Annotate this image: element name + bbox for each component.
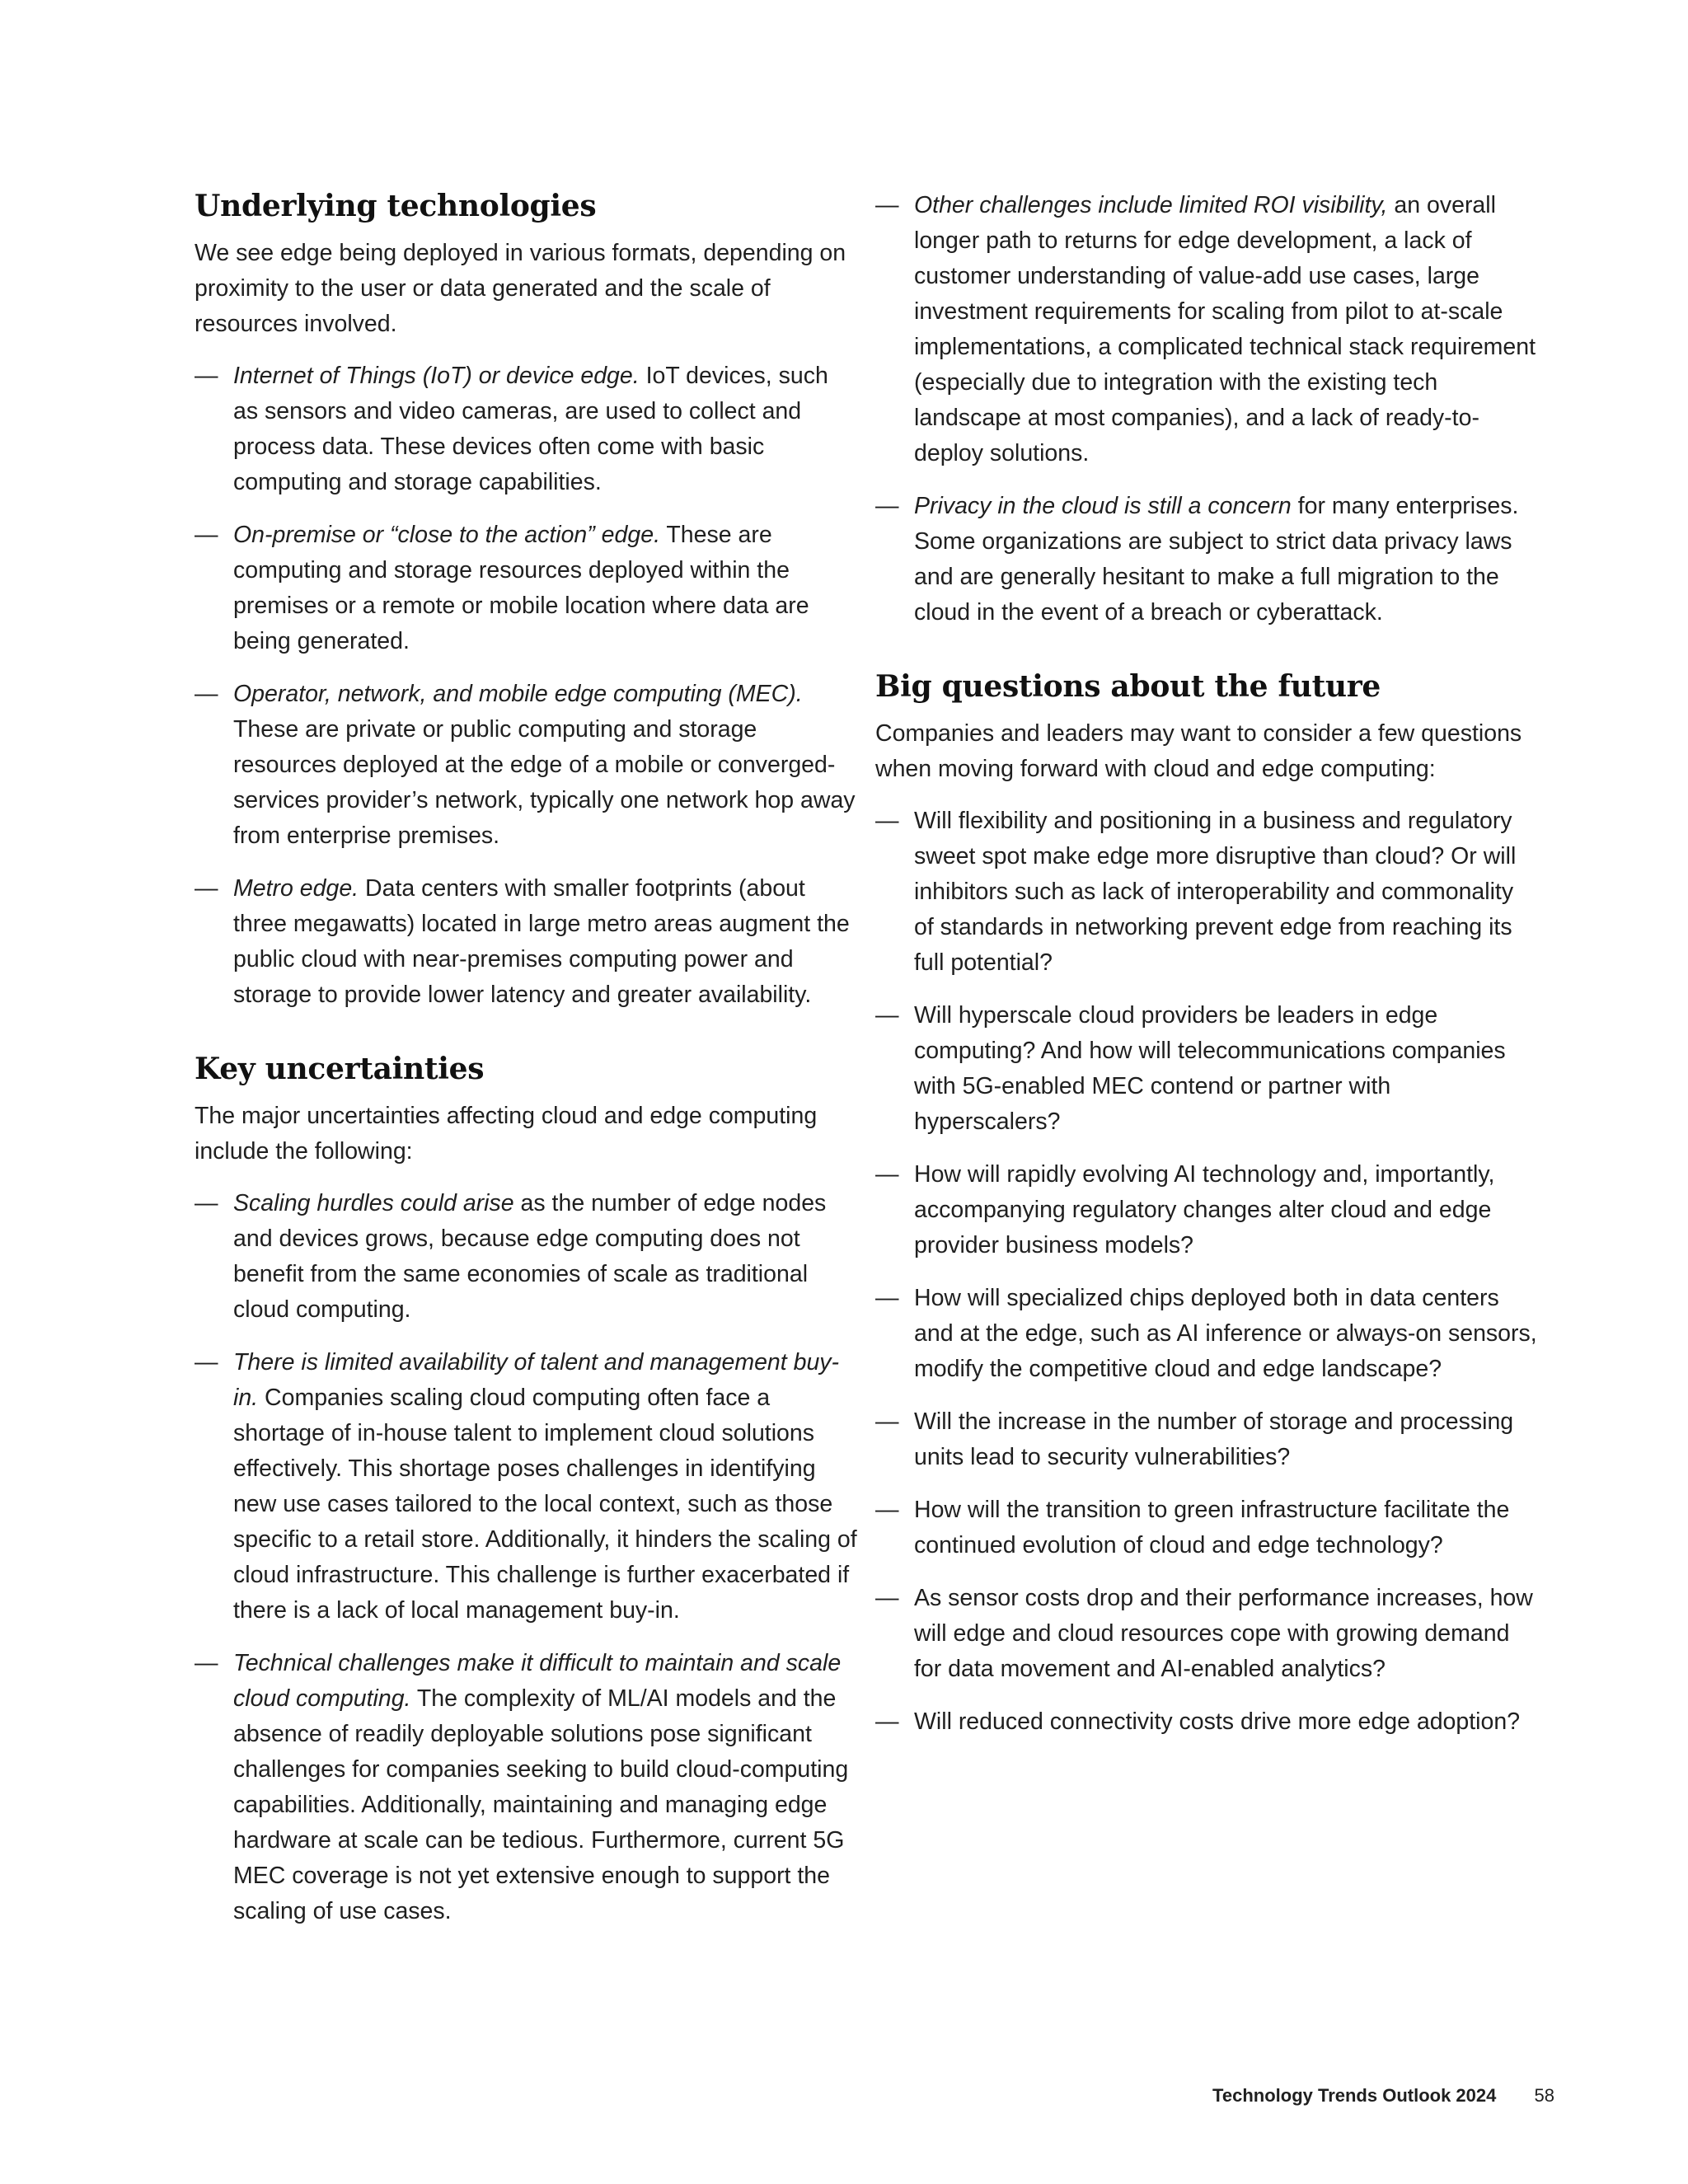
list-item-text: These are computing and storage resources deployed within the premises or a remote or mobile location where data are being generated. (233, 522, 809, 654)
list-item (195, 1186, 858, 1328)
section-heading-underlying-technologies: Underlying technologies (195, 189, 597, 223)
list-item-text: These are private or public computing and storage resources deployed at the edge of a mobile or converged-services provider’s network, typically one network hop away from enterprise premises. (233, 716, 856, 849)
underlying-technologies-list (195, 359, 858, 1013)
section-heading-key-uncertainties: Key uncertainties (195, 1052, 485, 1086)
list-item-lead: Privacy in the cloud is still a concern (914, 493, 1292, 519)
list-item: — Will the increase in the number of storage and processing units lead to security vulnerabilities? (875, 1404, 1539, 1475)
list-item (195, 359, 858, 500)
list-item (195, 871, 858, 1013)
list-item-text: as the number of edge nodes and devices grows, because edge computing does not benefit from the same economies of scale as traditional cloud computing. (233, 1190, 827, 1323)
list-item (875, 188, 1539, 471)
list-item-text: an overall longer path to returns for edge development, a lack of customer understanding of value-add use cases, large investment requirements for scaling from pilot to at-scale implementations, a complicated technical stack requirement (especially due to integration with the existing tech landscape at most companies), and a lack of ready-to-deploy solutions. (914, 192, 1536, 466)
section-intro: The major uncertainties affecting cloud and edge computing include the following: (195, 1103, 818, 1165)
section-intro: Companies and leaders may want to consider a few questions when moving forward with cloud and edge computing: (875, 720, 1522, 782)
list-item-text: for many enterprises. Some organizations are subject to strict data privacy laws and are generally hesitant to make a full migration to the cloud in the event of a breach or cyberattack. (914, 493, 1519, 626)
page-footer (1212, 2083, 1554, 2108)
key-uncertainties-list (195, 1186, 858, 1929)
list-item (195, 1646, 858, 1929)
left-column (195, 188, 858, 1947)
publication-title: Technology Trends Outlook 2024 (1212, 2085, 1497, 2106)
list-item-text: IoT devices, such as sensors and video cameras, are used to collect and process data. These devices often come with basic computing and storage capabilities. (233, 363, 828, 495)
list-item: — As sensor costs drop and their performance increases, how will edge and cloud resources cope with growing demand for data movement and AI-enabled analytics? (875, 1581, 1539, 1687)
list-item (195, 1345, 858, 1629)
list-item-lead: Operator, network, and mobile edge computing (MEC). (233, 681, 803, 707)
list-item-text: The complexity of ML/AI models and the absence of readily deployable solutions pose significant challenges for companies seeking to build cloud-computing capabilities. Additionally, maintaining and managing edge hardware at scale can be tedious. Furthermore, current 5G MEC coverage is not yet extensive enough to support the scaling of use cases. (233, 1685, 849, 1924)
list-item: — How will specialized chips deployed both in data centers and at the edge, such as AI inference or always-on sensors, modify the competitive cloud and edge landscape? (875, 1281, 1539, 1387)
right-column (875, 188, 1539, 1757)
key-uncertainties-list-continued (875, 188, 1539, 630)
big-questions-list (875, 804, 1539, 1740)
list-item (195, 518, 858, 659)
list-item (195, 677, 858, 854)
list-item (875, 489, 1539, 630)
list-item: — How will the transition to green infrastructure facilitate the continued evolution of cloud and edge technology? (875, 1493, 1539, 1563)
list-item-lead: Technical challenges make it difficult to maintain and scale cloud computing. (233, 1650, 842, 1712)
list-item-lead: On-premise or “close to the action” edge. (233, 522, 660, 548)
section-heading-big-questions: Big questions about the future (875, 669, 1381, 704)
list-item-text: Companies scaling cloud computing often face a shortage of in-house talent to implement cloud solutions effectively. This shortage poses challenges in identifying new use cases tailored to the local context, such as those specific to a retail store. Additionally, it hinders the scaling of cloud infrastructure. This challenge is further exacerbated if there is a lack of local management buy-in. (233, 1385, 857, 1624)
list-item-text: Data centers with smaller footprints (about three megawatts) located in large metro areas augment the public cloud with near-premises computing power and storage to provide lower latency and greater availability. (233, 875, 850, 1008)
list-item-lead: Metro edge. (233, 875, 359, 902)
list-item: — Will reduced connectivity costs drive more edge adoption? (875, 1704, 1539, 1740)
page-number: 58 (1534, 2085, 1554, 2106)
list-item-lead: Internet of Things (IoT) or device edge. (233, 363, 640, 389)
list-item: — How will rapidly evolving AI technology and, importantly, accompanying regulatory changes alter cloud and edge provider business models? (875, 1157, 1539, 1263)
section-intro: We see edge being deployed in various formats, depending on proximity to the user or data generated and the scale of resources involved. (195, 240, 846, 337)
list-item-lead: There is limited availability of talent and management buy-in. (233, 1349, 840, 1411)
list-item-lead: Other challenges include limited ROI visibility, (914, 192, 1388, 218)
list-item: — Will hyperscale cloud providers be leaders in edge computing? And how will telecommunications companies with 5G-enabled MEC contend or partner with hyperscalers? (875, 998, 1539, 1140)
list-item-lead: Scaling hurdles could arise (233, 1190, 514, 1216)
list-item: — Will flexibility and positioning in a business and regulatory sweet spot make edge more disruptive than cloud? Or will inhibitors such as lack of interoperability and commonality of standards in networking prevent edge from reaching its full potential? (875, 804, 1539, 981)
